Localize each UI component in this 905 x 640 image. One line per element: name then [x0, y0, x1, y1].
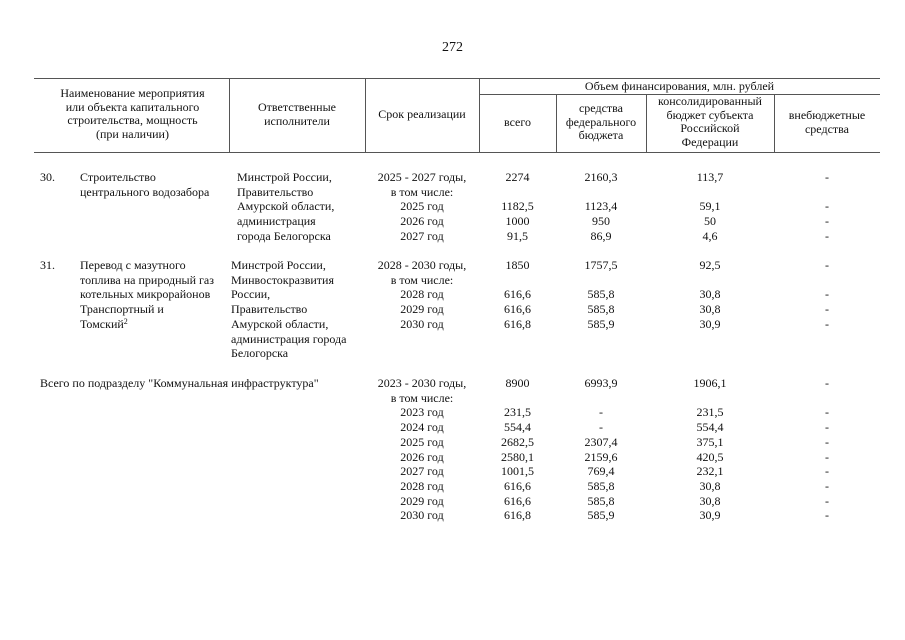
row-number: 30. — [40, 170, 55, 184]
federal-cell: 6993,9 — [584, 376, 618, 390]
row-executor-line: Минвостокразвития — [231, 272, 334, 287]
regional-cell: 30,8 — [699, 302, 721, 317]
total-cell: 616,6 — [504, 302, 531, 317]
header-federal: средства федерального бюджета — [565, 101, 637, 142]
total-cell: 2274 — [505, 170, 530, 184]
period-cell: 2025 год — [400, 434, 444, 449]
regional-cell: 231,5 — [696, 405, 724, 420]
header-period: Срок реализации — [378, 107, 466, 121]
row-name-line: Перевод с мазутного — [80, 258, 186, 272]
row-executor-line: администрация города — [231, 331, 347, 346]
total-cell: 2580,1 — [501, 449, 534, 464]
federal-cell: 950 — [592, 214, 610, 229]
extra-cell: - — [825, 478, 829, 493]
regional-cell: 4,6 — [702, 228, 718, 243]
row-executor-line: Правительство — [237, 184, 314, 199]
total-cell: 554,4 — [504, 420, 531, 435]
regional-cell: 50 — [704, 214, 716, 229]
total-cell: 616,6 — [504, 478, 531, 493]
period-cell: 2024 год — [400, 420, 444, 435]
total-cell: 616,8 — [504, 316, 531, 331]
extra-cell: - — [825, 170, 829, 184]
period-cell: 2030 год — [400, 316, 444, 331]
row-name-line: топлива на природный газ — [80, 272, 214, 287]
extra-cell: - — [825, 316, 829, 331]
row-name-line: котельных микрорайонов — [80, 287, 211, 302]
header-extra: внебюджетные средства — [788, 108, 866, 136]
regional-cell: 30,8 — [699, 478, 721, 493]
total-cell: 616,6 — [504, 493, 531, 508]
period-cell: 2023 - 2030 годы, — [377, 376, 467, 390]
regional-cell: 59,1 — [699, 199, 721, 214]
federal-cell: - — [599, 420, 603, 435]
federal-cell: 1123,4 — [584, 199, 618, 214]
period-cell: 2029 год — [400, 493, 444, 508]
regional-cell: 1906,1 — [693, 376, 727, 390]
regional-cell: 420,5 — [696, 449, 724, 464]
row-executor-line: Белогорска — [231, 346, 289, 361]
extra-cell: - — [825, 228, 829, 243]
row-name-text: Томский — [80, 316, 124, 331]
row-executor-line: Правительство — [231, 302, 308, 317]
row-name-line: центрального водозабора — [80, 184, 210, 199]
period-cell: 2028 год — [400, 287, 444, 302]
header-executors: Ответственные исполнители — [258, 100, 336, 128]
federal-cell: - — [599, 405, 603, 420]
regional-cell: 30,8 — [699, 493, 721, 508]
extra-cell: - — [825, 376, 829, 390]
row-executor-line: администрация — [237, 214, 316, 229]
total-cell: 2682,5 — [501, 434, 534, 449]
regional-cell: 554,4 — [696, 420, 724, 435]
period-cell: 2023 год — [400, 405, 444, 420]
row-executor-line: Амурской области, — [237, 199, 335, 214]
header-total: всего — [503, 115, 532, 129]
subtotal-label: Всего по подразделу "Коммунальная инфраструктура" — [40, 376, 319, 390]
federal-cell: 1757,5 — [584, 258, 618, 272]
header-name: Наименование мероприятия или объекта капитального строительства, мощность (при наличии) — [60, 86, 205, 141]
period-cell: 2027 год — [400, 228, 444, 243]
federal-cell: 585,8 — [587, 287, 615, 302]
period-cell: 2028 год — [400, 478, 444, 493]
federal-cell: 585,8 — [587, 478, 615, 493]
extra-cell: - — [825, 493, 829, 508]
row-executor-line: России, — [231, 287, 271, 302]
period-cell: 2030 год — [400, 508, 444, 523]
federal-cell: 585,8 — [587, 493, 615, 508]
row-name-line-with-footnote — [80, 317, 128, 332]
extra-cell: - — [825, 434, 829, 449]
total-cell: 616,6 — [504, 287, 531, 302]
regional-cell: 30,8 — [699, 287, 721, 302]
federal-cell: 585,9 — [587, 316, 615, 331]
period-cell: 2026 год — [400, 449, 444, 464]
header-bottom-rule — [34, 152, 880, 153]
regional-cell: 30,9 — [699, 508, 721, 523]
period-cell: 2027 год — [400, 464, 444, 479]
row-name-line: Строительство — [80, 170, 156, 184]
federal-cell: 2159,6 — [584, 449, 618, 464]
total-cell: 8900 — [505, 376, 530, 390]
row-executor-line: Амурской области, — [231, 316, 329, 331]
extra-cell: - — [825, 464, 829, 479]
total-cell: 1182,5 — [501, 199, 534, 214]
total-cell: 1000 — [505, 214, 530, 229]
extra-cell: - — [825, 508, 829, 523]
extra-cell: - — [825, 258, 829, 272]
period-cell: 2029 год — [400, 302, 444, 317]
federal-cell: 585,8 — [587, 302, 615, 317]
extra-cell: - — [825, 199, 829, 214]
row-executor-line: города Белогорска — [237, 228, 331, 243]
extra-cell: - — [825, 287, 829, 302]
footnote-marker: 2 — [123, 316, 128, 326]
total-cell: 91,5 — [507, 228, 528, 243]
period-cell: 2028 - 2030 годы, — [377, 258, 467, 272]
regional-cell: 92,5 — [699, 258, 721, 272]
header-financing: Объем финансирования, млн. рублей — [584, 79, 775, 93]
regional-cell: 232,1 — [696, 464, 724, 479]
period-cell: в том числе: — [390, 184, 454, 199]
extra-cell: - — [825, 449, 829, 464]
extra-cell: - — [825, 302, 829, 317]
period-cell: 2026 год — [400, 214, 444, 229]
federal-cell: 2160,3 — [584, 170, 618, 184]
row-executor-line: Минстрой России, — [231, 258, 326, 272]
total-cell: 1001,5 — [501, 464, 534, 479]
regional-cell: 30,9 — [699, 316, 721, 331]
page-number: 272 — [442, 40, 463, 55]
period-cell: в том числе: — [390, 390, 454, 405]
total-cell: 616,8 — [504, 508, 531, 523]
regional-cell: 113,7 — [696, 170, 724, 184]
row-number: 31. — [40, 258, 55, 272]
extra-cell: - — [825, 405, 829, 420]
row-name-line: Транспортный и — [80, 302, 164, 317]
total-cell: 1850 — [505, 258, 530, 272]
period-cell: в том числе: — [390, 272, 454, 287]
extra-cell: - — [825, 214, 829, 229]
period-cell: 2025 - 2027 годы, — [377, 170, 467, 184]
federal-cell: 2307,4 — [584, 434, 618, 449]
header-regional: консолидированный бюджет субъекта Российской Федерации — [658, 94, 762, 149]
row-executor-line: Минстрой России, — [237, 170, 332, 184]
regional-cell: 375,1 — [696, 434, 724, 449]
federal-cell: 769,4 — [587, 464, 615, 479]
total-cell: 231,5 — [504, 405, 531, 420]
federal-cell: 585,9 — [587, 508, 615, 523]
extra-cell: - — [825, 420, 829, 435]
federal-cell: 86,9 — [590, 228, 612, 243]
period-cell: 2025 год — [400, 199, 444, 214]
